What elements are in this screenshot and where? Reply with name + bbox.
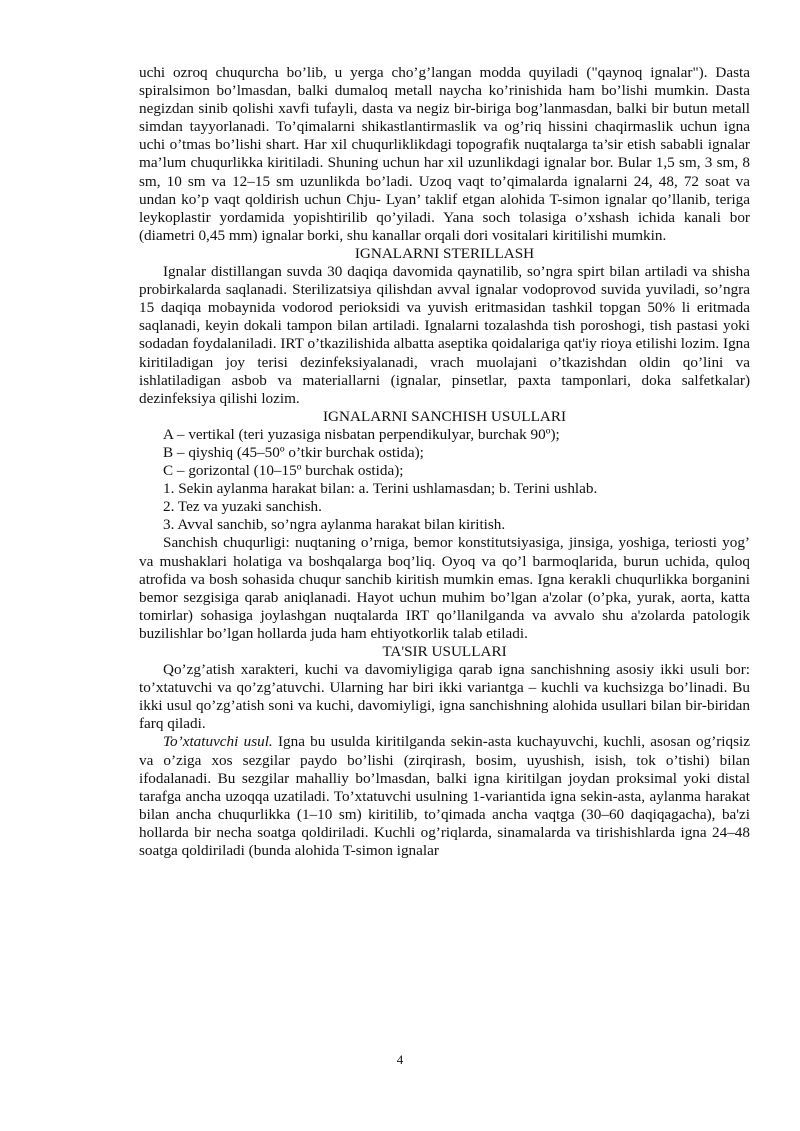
- sterilization-paragraph: Ignalar distillangan suvda 30 daqiqa davomida qaynatilib, so’ngra spirt bilan artiladi va shisha probirkalarda saqlanadi. Sterilizatsiya qilishdan avval ignalar vodoprovod suvida yuviladi, so’ngra 15 daqiqa mobaynida vodorod perioksidi va yuvish eritmasidan tashkil topgan 50% li eritmada saqlanadi, keyin dokali tampon bilan artiladi. Ignalarni tozalashda tish poroshogi, tish pastasi yoki sodadan foydalaniladi. IRT o’tkazilishida albatta aseptika qoidalariga qat'iy rioya etilishi lozim. Igna kiritiladigan joy terisi dezinfeksiyalanadi, vrach muolajani o’tkazishdan oldin qo’lini va ishlatiladigan asbob va materiallarni (ignalar, pinsetlar, paxta tamponlari, doka salfetkalar) dezinfeksiya qilishi lozim.: [139, 263, 750, 407]
- insertion-methods-list: [139, 426, 750, 535]
- list-item: C – gorizontal (10–15º burchak ostida);: [163, 462, 404, 480]
- inhibitory-method-text: Igna bu usulda kiritilganda sekin-asta kuchayuvchi, kuchli, asosan og’riqsiz va o’ziga xos sezgilar paydo bo’lishi (zirqirash, bosim, uyushish, isish, tok o’tishi) bilan ifodalanadi. Bu sezgilar mahalliy bo’lmasdan, balki igna kiritilgan joydan proksimal yoki distal tarafga ancha uzoqqa uzatiladi. To’xtatuvchi usulning 1-variantida igna sekin-asta, aylanma harakat bilan ancha chuqurlikka (1–10 sm) kiritilib, to’qimada ancha vaqtga (30–60 daqiqagacha), ba'zi hollarda bir necha soatga qoldiriladi. Kuchli og’riqlarda, sinamalarda va tirishishlarda igna 24–48 soatga qoldiriladi (bunda alohida T-simon ignalar: [139, 733, 750, 860]
- document-page: [139, 64, 750, 860]
- effects-paragraph-2: [139, 733, 750, 860]
- heading-insertion-methods: IGNALARNI SANCHISH USULLARI: [323, 407, 566, 425]
- list-item: 1. Sekin aylanma harakat bilan: a. Terini ushlamasdan; b. Terini ushlab.: [163, 480, 598, 498]
- list-item: B – qiyshiq (45–50º o’tkir burchak ostida);: [163, 443, 424, 461]
- page-number: 4: [396, 1052, 404, 1067]
- list-item: 2. Tez va yuzaki sanchish.: [163, 498, 322, 516]
- inhibitory-method-label: To’xtatuvchi usul.: [163, 733, 273, 751]
- heading-sterilization: IGNALARNI STERILLASH: [354, 244, 535, 262]
- insertion-depth-paragraph: Sanchish chuqurligi: nuqtaning o’rniga, bemor konstitutsiyasiga, jinsiga, yoshiga, teriosti yog’ va mushaklari holatiga va boshqalarga boq’liq. Oyoq va qo’l barmoqlarida, burun uchida, quloq atrofida va bosh sohasida chuqur sanchib kiritish mumkin emas. Igna kerakli chuqurlikka borganini bemor sezgisiga qarab aniqlanadi. Hayot uchun muhim bo’lgan a'zolar (o’pka, yurak, aorta, katta tomirlar) sohasiga joylashgan nuqtalarda IRT qo’llanilganda va avvalo shu a'zolarda patologik buzilishlar bo’lgan hollarda juda ham ehtiyotkorlik talab etiladi.: [139, 534, 750, 642]
- list-item: A – vertikal (teri yuzasiga nisbatan perpendikulyar, burchak 90º);: [163, 425, 560, 443]
- intro-paragraph: uchi ozroq chuqurcha bo’lib, u yerga cho’g’langan modda quyiladi ("qaynoq ignalar"). Dasta spiralsimon bo’lmasdan, balki dumaloq metall naycha ko’rinishida ham bo’lishi mumkin. Dasta negizdan sinib qolishi xavfi tufayli, dasta va negiz bir-biriga bog’lanmasdan, balki bir butun metall simdan tayyorlanadi. To’qimalarni shikastlantirmaslik va og’riq hissini chaqirmaslik uchun igna uchi o’tmas bo’lishi shart. Har xil chuqurliklikdagi topografik nuqtalarga ta’sir etish sababli ignalar ma’lum chuqurlikka kiritiladi. Shuning uchun har xil uzunlikdagi ignalar bor. Bular 1,5 sm, 3 sm, 8 sm, 10 sm va 12–15 sm uzunlikda bo’ladi. Uzoq vaqt to’qimalarda ignalarni 24, 48, 72 soat va undan ko’p vaqt qoldirish uchun Chju- Lyan’ taklif etgan alohida T-simon ignalar qo’llanib, teriga leykoplastir yordamida yopishtirilib qo’yiladi. Yana soch tolasiga o’xshash ichida kanali bor (diametri 0,45 mm) ignalar borki, shu kanallar orqali dori vositalari kiritilishi mumkin.: [139, 64, 750, 244]
- effects-paragraph-1: Qo’zg’atish xarakteri, kuchi va davomiyligiga qarab igna sanchishning asosiy ikki usuli bor: to’xtatuvchi va qo’zg’atuvchi. Ularning har biri ikki variantga – kuchli va kuchsizga bo’linadi. Bu ikki usul qo’zg’atish soni va kuchi, davomiyligi, igna sanchishning alohida usullari bilan bir-biridan farq qiladi.: [139, 661, 750, 733]
- heading-effect-methods: TA'SIR USULLARI: [382, 643, 507, 660]
- list-item: 3. Avval sanchib, so’ngra aylanma harakat bilan kiritish.: [163, 516, 506, 534]
